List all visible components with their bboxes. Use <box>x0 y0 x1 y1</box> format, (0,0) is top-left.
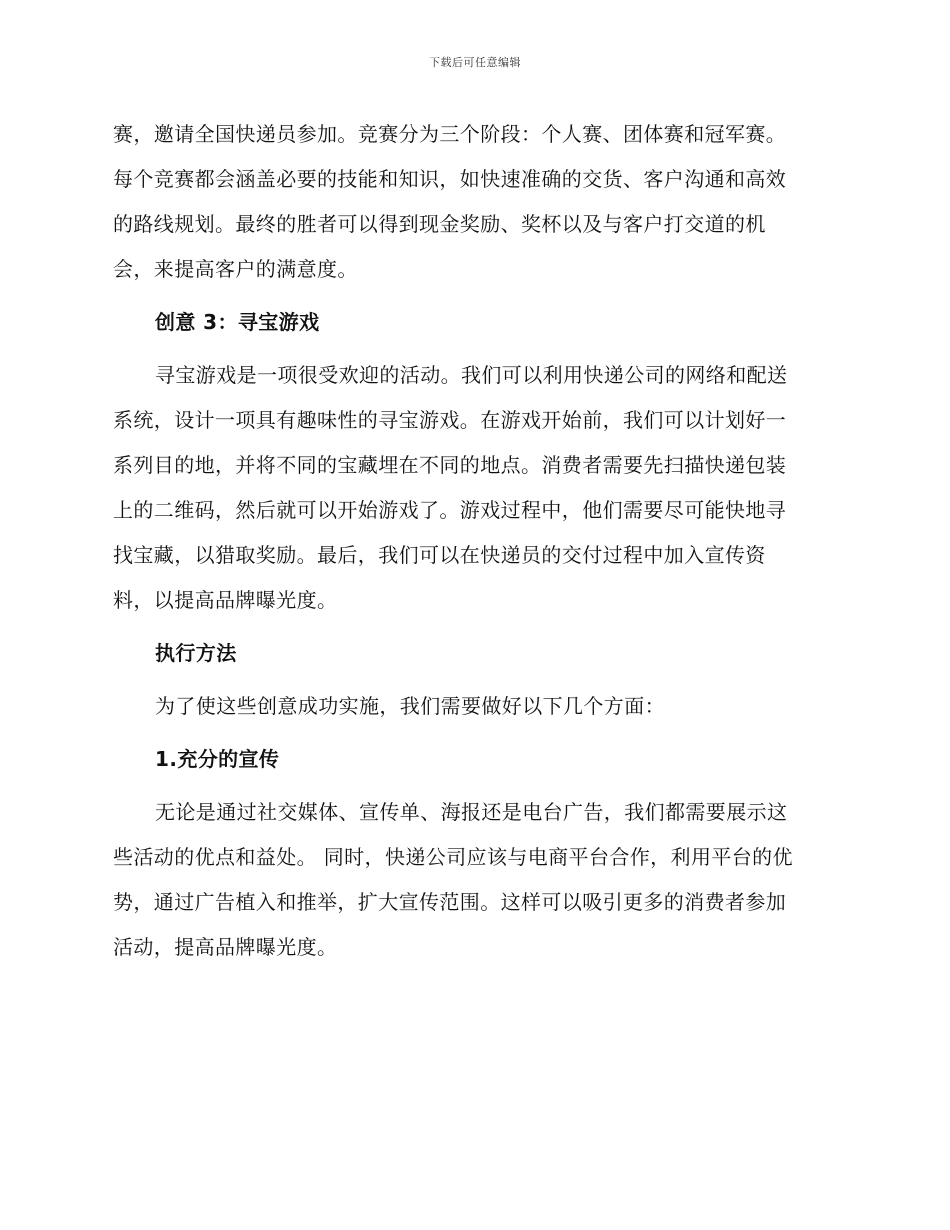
text-line: 系统，设计一项具有趣味性的寻宝游戏。在游戏开始前，我们可以计划好一 <box>113 408 787 432</box>
text-line: 为了使这些创意成功实施，我们需要做好以下几个方面： <box>155 694 665 718</box>
paragraph-execution-intro <box>113 684 837 729</box>
paragraph-competition <box>113 112 837 292</box>
page-header: 下载后可任意编辑 <box>429 56 521 69</box>
text-line: 会，来提高客户的满意度。 <box>113 257 358 281</box>
paragraph-promotion <box>113 790 837 970</box>
section-heading-idea-3: 创意 3：寻宝游戏 <box>155 310 320 334</box>
text-line: 势，通过广告植入和推举，扩大宣传范围。这样可以吸引更多的消费者参加 <box>113 890 787 914</box>
text-line: 活动，提高品牌曝光度。 <box>113 935 338 959</box>
text-line: 的路线规划。最终的胜者可以得到现金奖励、奖杯以及与客户打交道的机 <box>113 212 766 236</box>
text-line: 每个竞赛都会涵盖必要的技能和知识，如快速准确的交货、客户沟通和高效 <box>113 167 787 191</box>
text-line: 赛，邀请全国快递员参加。竞赛分为三个阶段：个人赛、团体赛和冠军赛。 <box>113 122 787 146</box>
text-line: 些活动的优点和益处。 同时，快递公司应该与电商平台合作，利用平台的优 <box>113 845 793 869</box>
paragraph-treasure-hunt <box>113 353 837 623</box>
document-body <box>113 112 837 978</box>
text-line: 寻宝游戏是一项很受欢迎的活动。我们可以利用快递公司的网络和配送 <box>155 363 788 387</box>
section-heading-promotion: 1.充分的宣传 <box>155 747 280 771</box>
text-line: 找宝藏，以猎取奖励。最后，我们可以在快递员的交付过程中加入宣传资 <box>113 543 766 567</box>
text-line: 料，以提高品牌曝光度。 <box>113 588 338 612</box>
text-line: 系列目的地，并将不同的宝藏埋在不同的地点。消费者需要先扫描快递包装 <box>113 453 787 477</box>
text-line: 上的二维码，然后就可以开始游戏了。游戏过程中，他们需要尽可能快地寻 <box>113 498 787 522</box>
text-line: 无论是通过社交媒体、宣传单、海报还是电台广告，我们都需要展示这 <box>155 800 788 824</box>
section-heading-execution: 执行方法 <box>155 641 237 665</box>
